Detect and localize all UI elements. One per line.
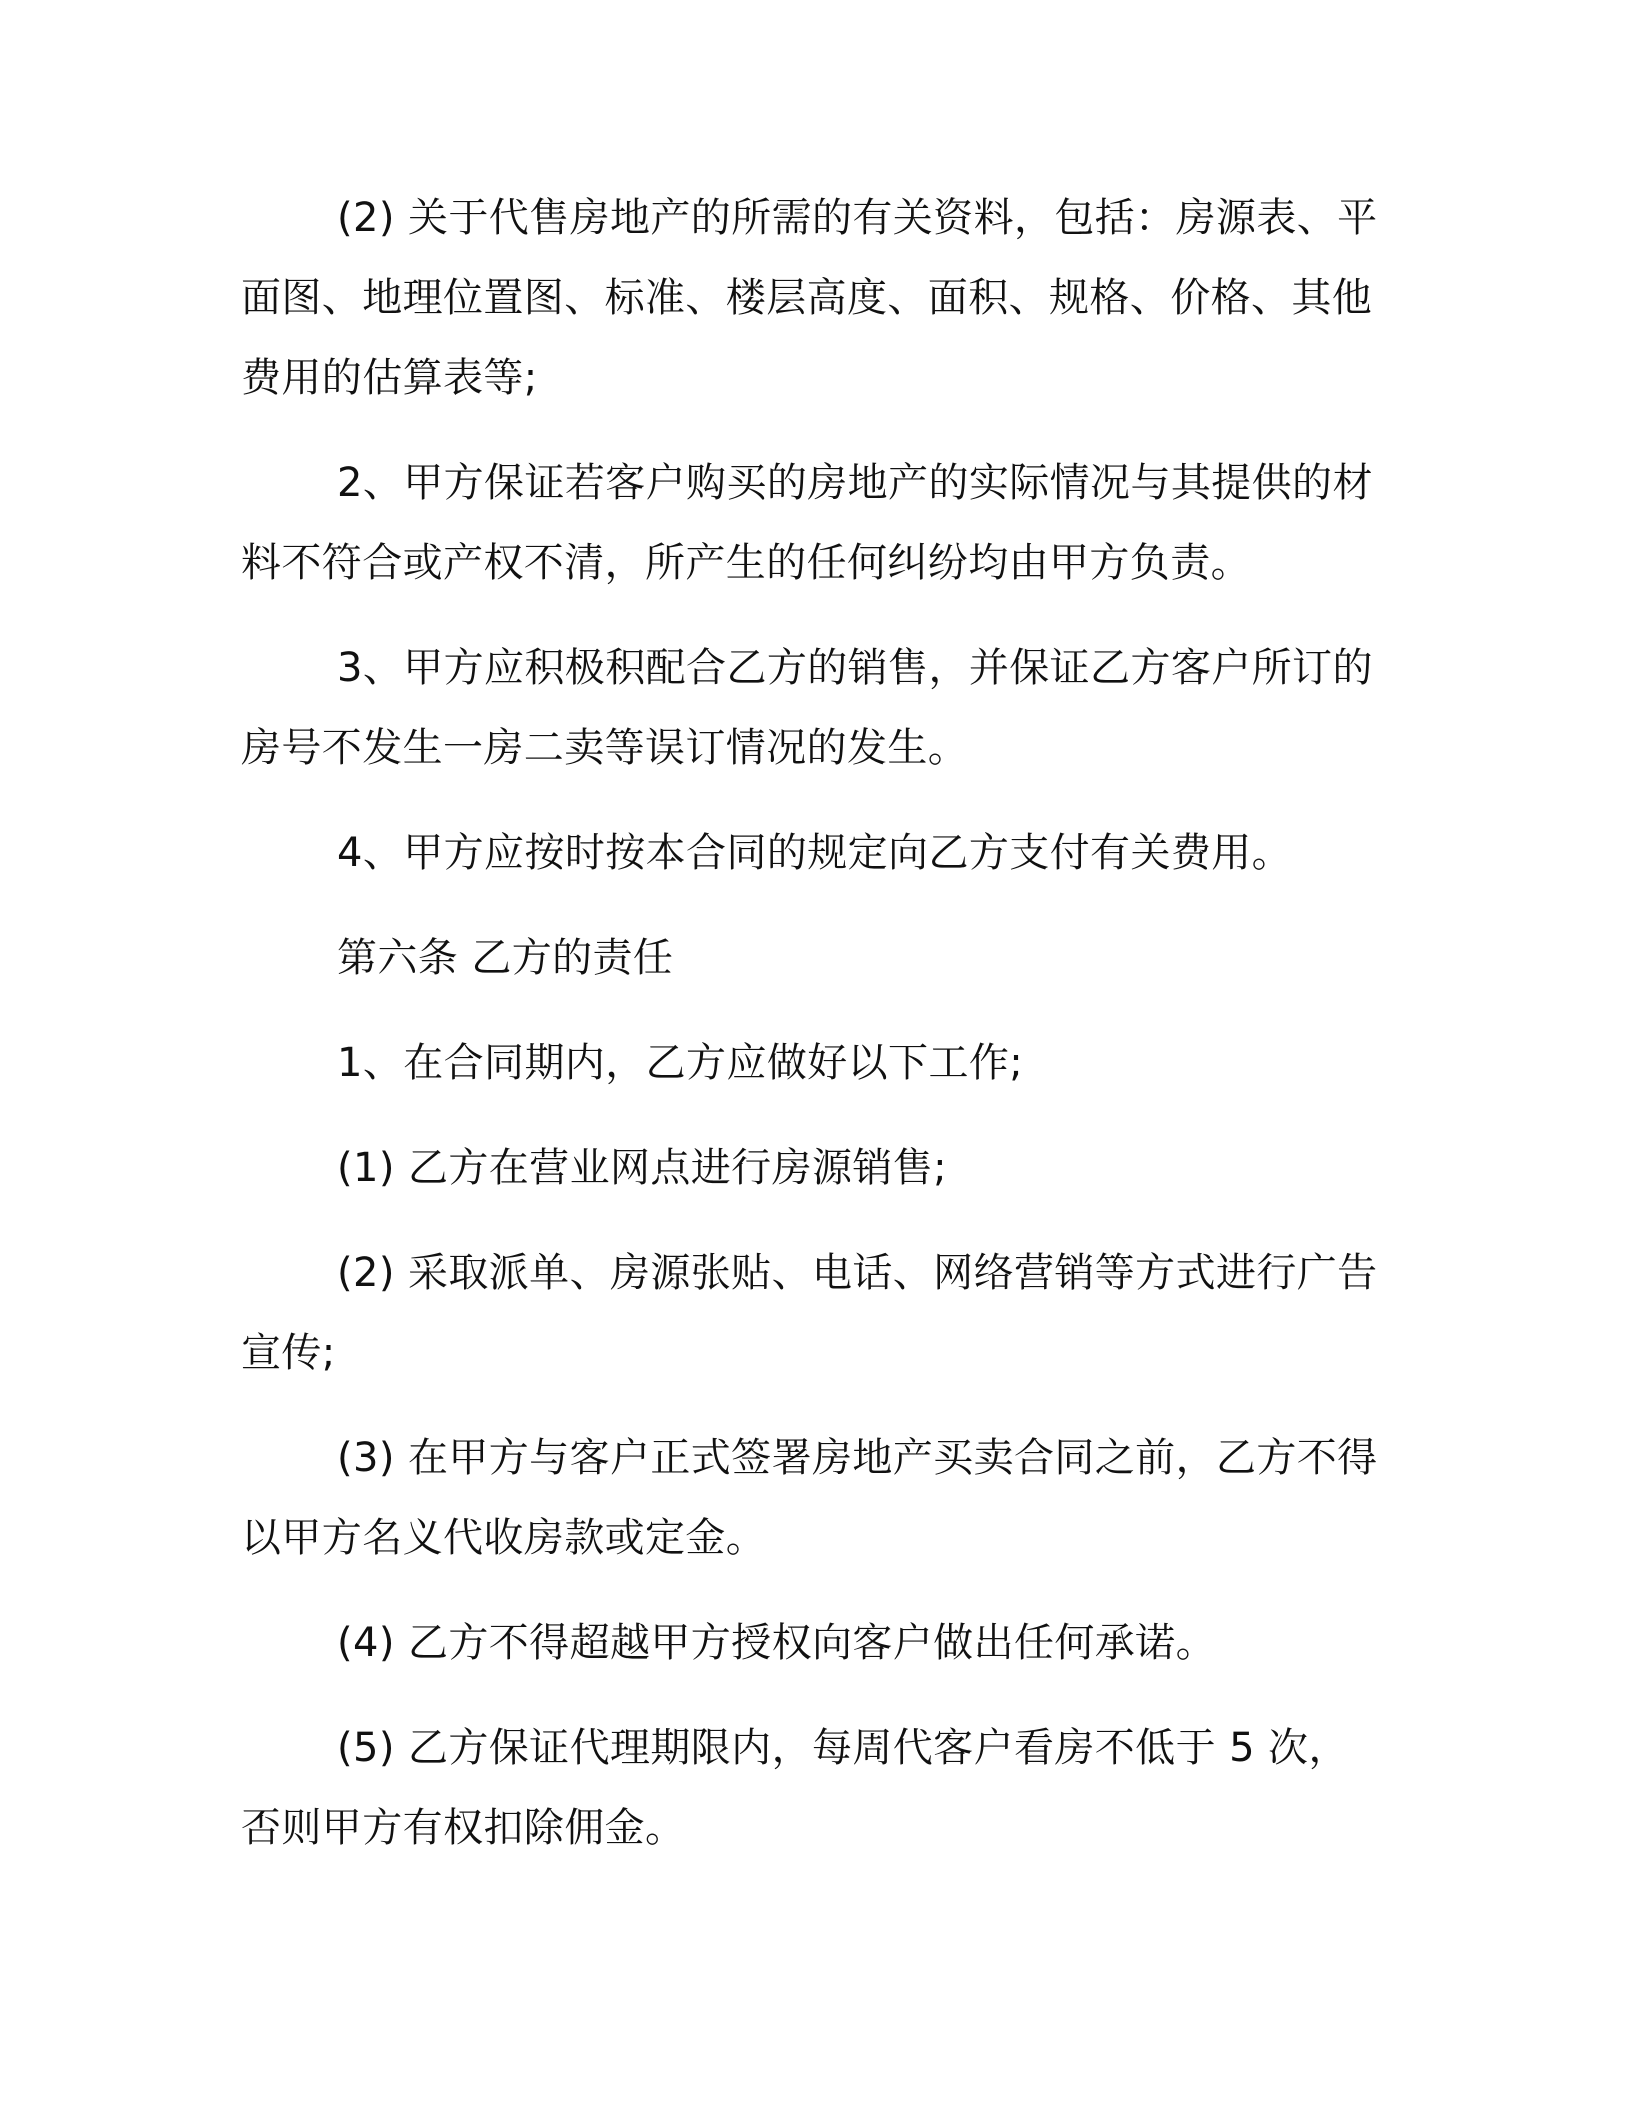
paragraph-clause-3: 3、甲方应积极积配合乙方的销售，并保证乙方客户所订的房号不发生一房二卖等误订情况的发生。 — [241, 645, 1373, 771]
paragraph-clause-2: 2、甲方保证若客户购买的房地产的实际情况与其提供的材料不符合或产权不清，所产生的任何纠纷均由甲方负责。 — [241, 460, 1373, 586]
paragraph-item-1: (1) 乙方在营业网点进行房源销售; — [337, 1145, 948, 1191]
paragraph-item-4: (4) 乙方不得超越甲方授权向客户做出任何承诺。 — [337, 1620, 1216, 1666]
paragraph-item-2: (2) 采取派单、房源张贴、电话、网络营销等方式进行广告宣传; — [241, 1250, 1378, 1376]
paragraph-item-5: (5) 乙方保证代理期限内，每周代客户看房不低于 5 次，否则甲方有权扣除佣金。 — [241, 1725, 1349, 1851]
paragraph-clause-4: 4、甲方应按时按本合同的规定向乙方支付有关费用。 — [337, 830, 1293, 876]
paragraph-duty-1: 1、在合同期内，乙方应做好以下工作; — [337, 1040, 1024, 1086]
document-body — [241, 178, 1381, 1893]
section-heading-article-6: 第六条 乙方的责任 — [337, 935, 674, 981]
paragraph-item-3: (3) 在甲方与客户正式签署房地产买卖合同之前，乙方不得以甲方名义代收房款或定金。 — [241, 1435, 1378, 1561]
paragraph-materials: (2) 关于代售房地产的所需的有关资料，包括：房源表、平面图、地理位置图、标准、楼层高度、面积、规格、价格、其他费用的估算表等; — [241, 195, 1378, 401]
